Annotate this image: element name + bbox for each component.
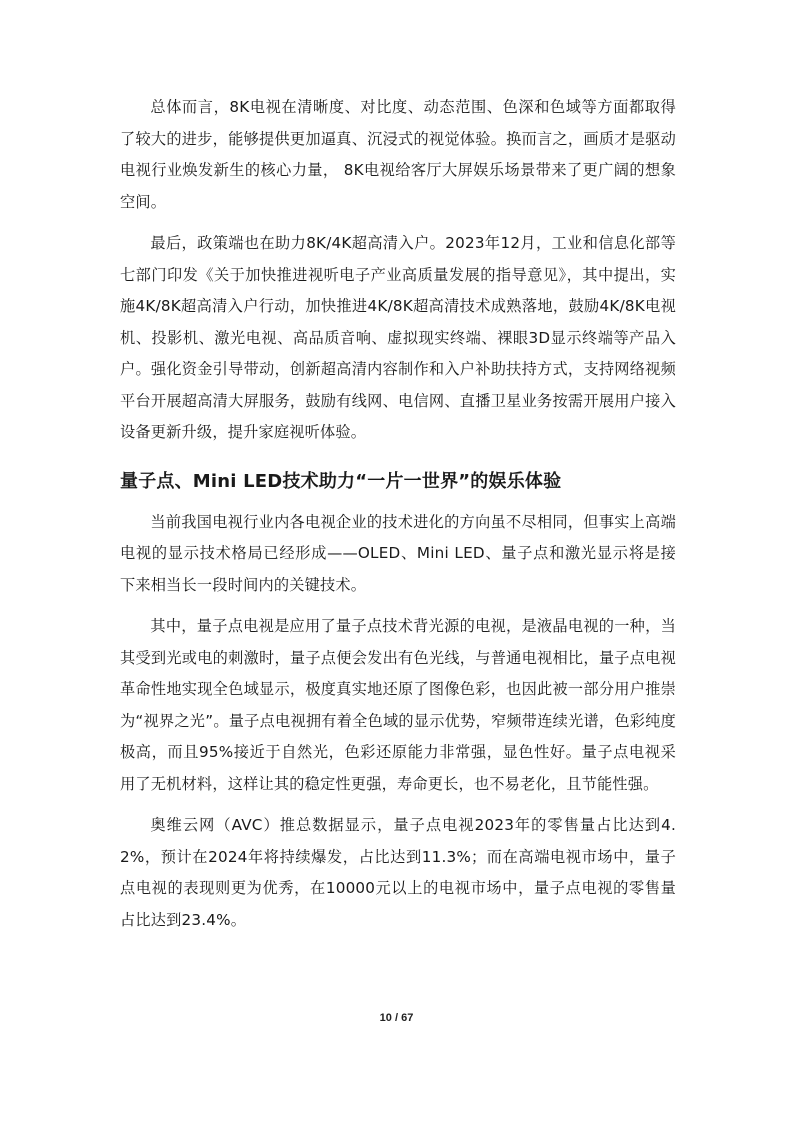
paragraph-tech-landscape: 当前我国电视行业内各电视企业的技术进化的方向虽不尽相同，但事实上高端电视的显示技术格局已经形成——OLED、Mini LED、量子点和激光显示将是接下来相当长一段时间内的关键技术。 [120,512,676,594]
paragraph-8k-summary: 总体而言，8K电视在清晰度、对比度、动态范围、色深和色域等方面都取得了较大的进步，能够提供更加逼真、沉浸式的视觉体验。换而言之，画质才是驱动电视行业焕发新生的核心力量， 8K电视给客厅大屏娱乐场景带来了更广阔的想象空间。 [120,98,676,211]
page-body [120,92,676,946]
page-number: 10 / 67 [379,1012,414,1024]
paragraph-quantum-dot: 其中，量子点电视是应用了量子点技术背光源的电视，是液晶电视的一种，当其受到光或电的刺激时，量子点便会发出有色光线，与普通电视相比，量子点电视革命性地实现全色域显示，极度真实地还原了图像色彩，也因此被一部分用户推崇为“视界之光”。量子点电视拥有着全色域的显示优势，窄频带连续光谱，色彩纯度极高，而且95%接近于自然光，色彩还原能力非常强，显色性好。量子点电视采用了无机材料，这样让其的稳定性更强，寿命更长，也不易老化，且节能性强。 [120,617,676,793]
paragraph-avc-data: 奥维云网（AVC）推总数据显示，量子点电视2023年的零售量占比达到4.2%，预计在2024年将持续爆发，占比达到11.3%；而在高端电视市场中，量子点电视的表现则更为优秀，在10000元以上的电视市场中，量子点电视的零售量占比达到23.4%。 [120,816,676,929]
paragraph-policy: 最后，政策端也在助力8K/4K超高清入户。2023年12月，工业和信息化部等七部门印发《关于加快推进视听电子产业高质量发展的指导意见》，其中提出，实施4K/8K超高清入户行动，加快推进4K/8K超高清技术成熟落地，鼓励4K/8K电视机、投影机、激光电视、高品质音响、虚拟现实终端、裸眼3D显示终端等产品入户。强化资金引导带动，创新超高清内容制作和入户补助扶持方式，支持网络视频平台开展超高清大屏服务，鼓励有线网、电信网、直播卫星业务按需开展用户接入设备更新升级，提升家庭视听体验。 [120,234,676,441]
section-heading: 量子点、Mini LED技术助力“一片一世界”的娱乐体验 [120,470,562,492]
